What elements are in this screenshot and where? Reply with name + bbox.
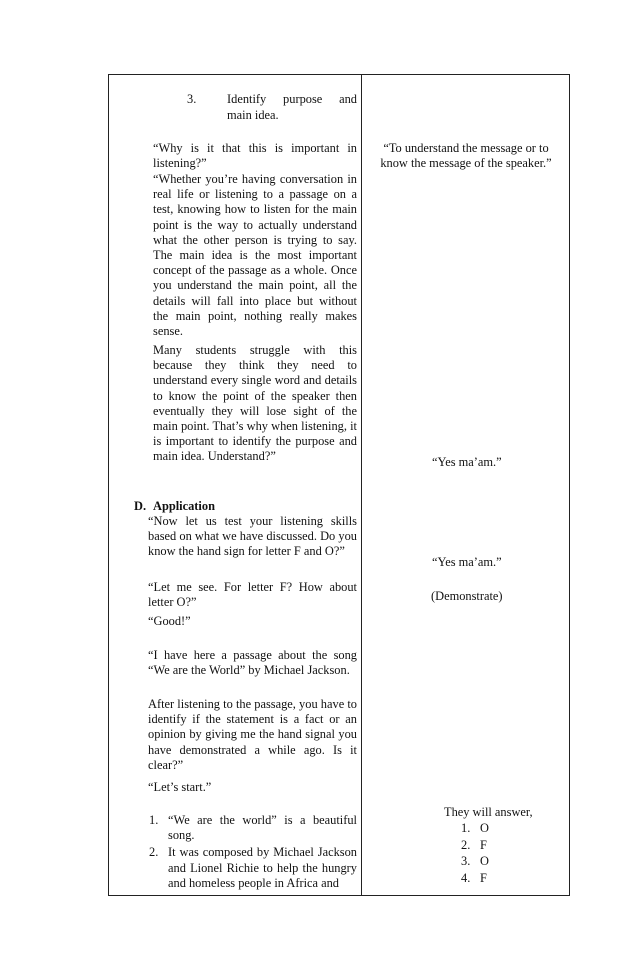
application-paragraph-let-me-see: “Let me see. For letter F? How about letter O?” <box>148 580 357 610</box>
answer-text: F <box>480 837 487 852</box>
answer-number: 4. <box>461 870 471 885</box>
student-response-yes-2: “Yes ma’am.” <box>432 555 502 569</box>
statement-number: 1. <box>149 813 159 827</box>
list-item <box>149 813 357 843</box>
application-paragraph-instructions: After listening to the passage, you have to identify if the statement is a fact or an opinion by giving me the hand signal you have demonstrated a while ago. Is it clear?” <box>148 697 357 772</box>
answer-number: 1. <box>461 821 471 835</box>
answer-number: 3. <box>461 854 471 868</box>
step3-number: 3. <box>187 92 197 106</box>
section-title: Application <box>153 499 215 513</box>
list-item <box>461 838 521 853</box>
student-response-understand: “To understand the message or to know the message of the speaker.” <box>380 141 552 171</box>
answer-list <box>461 821 521 886</box>
teacher-paragraph-main-point: “Whether you’re having conversation in real life or listening to a passage on a test, knowing how to listen for the main point is the way to actually understand what the other person is trying to say. The main idea is the most important concept of the passage as a whole. Once you understand the main point, all the details will fall into place but without the main point, nothing really makes sense. <box>153 172 357 339</box>
answer-text: O <box>480 854 489 868</box>
teacher-paragraph-why: “Why is it that this is important in listening?” <box>153 141 357 171</box>
list-item <box>461 871 521 886</box>
step3-text-line2: main idea. <box>227 108 279 122</box>
answer-text: O <box>480 821 489 835</box>
statement-list <box>149 813 357 891</box>
answers-intro: They will answer, <box>444 805 533 819</box>
student-response-yes-1: “Yes ma’am.” <box>432 455 502 469</box>
list-item <box>461 854 521 869</box>
student-response-demonstrate: (Demonstrate) <box>431 589 503 603</box>
application-paragraph-start: “Let’s start.” <box>148 780 212 794</box>
statement-text: It was composed by Michael Jackson and Lionel Richie to help the hungry and homeless people in Africa and <box>168 845 357 890</box>
step3-text-line1: Identify purpose and <box>227 92 357 106</box>
teacher-paragraph-struggle: Many students struggle with this because they think they need to understand every single word and details to know the point of the speaker then eventually they will lose sight of the main point. That’s why when listening, it is important to identify the purpose and main idea. Understand?” <box>153 343 357 464</box>
list-item <box>461 821 521 836</box>
application-paragraph-test: “Now let us test your listening skills based on what we have discussed. Do you know the hand sign for letter F and O?” <box>148 514 357 559</box>
answer-text: F <box>480 870 487 885</box>
column-divider <box>361 74 362 896</box>
list-item <box>149 845 357 891</box>
application-paragraph-passage: “I have here a passage about the song “We are the World” by Michael Jackson. <box>148 648 357 678</box>
application-paragraph-good: “Good!” <box>148 614 191 628</box>
statement-number: 2. <box>149 845 159 860</box>
answer-number: 2. <box>461 837 471 852</box>
statement-text: “We are the world” is a beautiful song. <box>168 813 357 843</box>
section-letter: D. <box>134 499 147 513</box>
